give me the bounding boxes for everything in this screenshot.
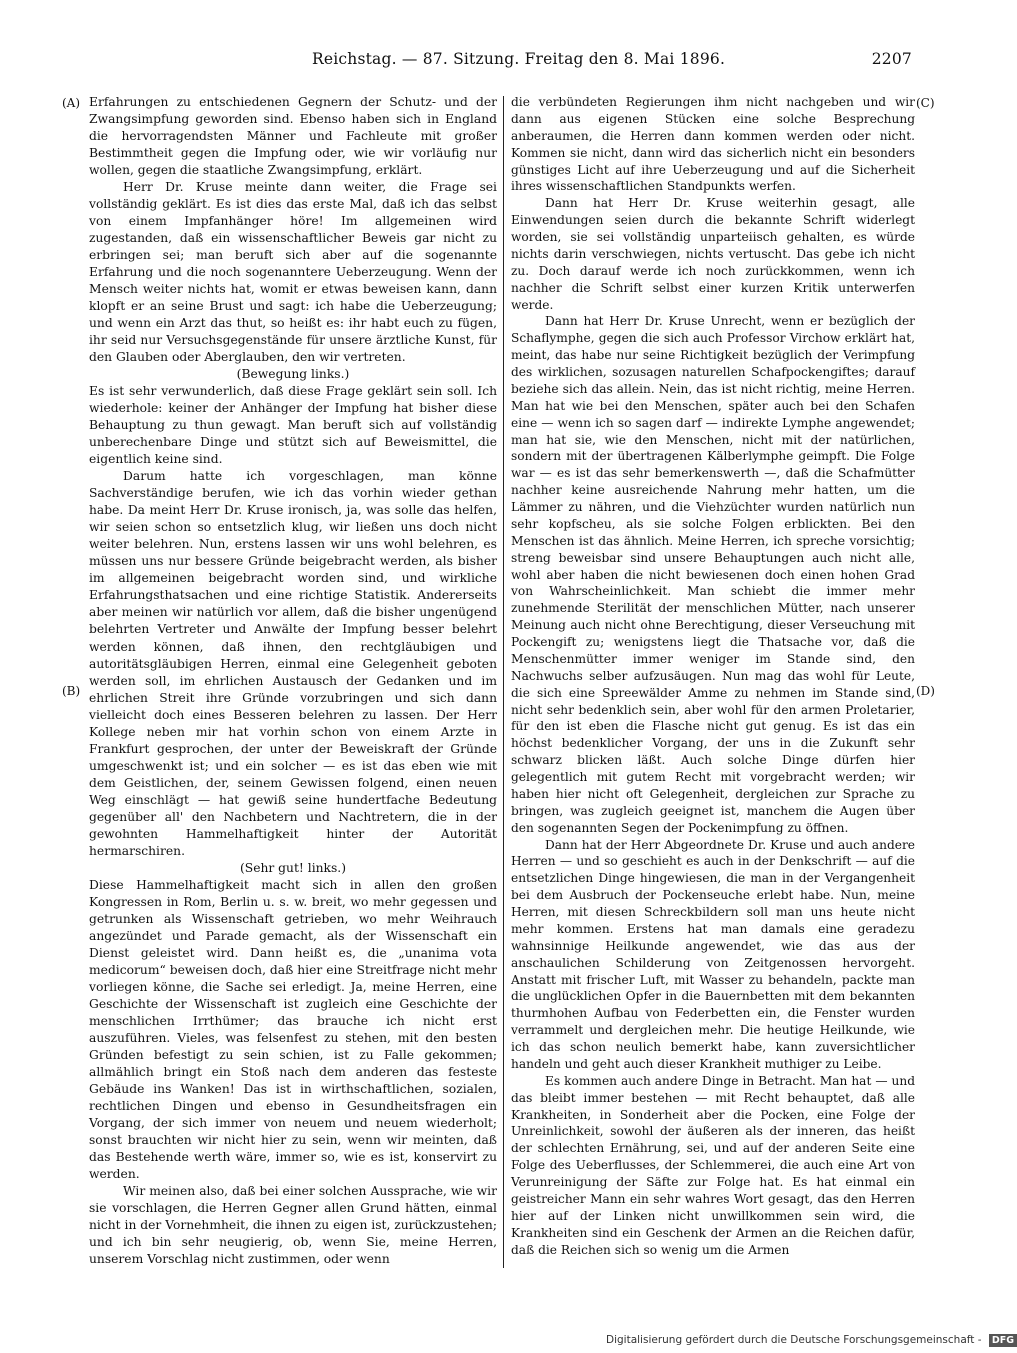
paragraph: Dann hat Herr Dr. Kruse weiterhin gesagt, alle Einwendungen seien durch die bekannte Schrift widerlegt worden, sie sei vollständig unparteiisch gehalten, es würde nichts darin verschwiegen, nichts vertuscht. Das gebe ich nicht zu. Doch darauf werde ich noch zurückkommen, wenn ich nachher die Schrift selbst einer kurzen Kritik unterwerfen werde.: [511, 196, 915, 312]
paragraph: Herr Dr. Kruse meinte dann weiter, die Frage sei vollständig geklärt. Es ist dies das erste Mal, daß ich das selbst von einem Impfanhänger höre! Im allgemeinen wird zugestanden, daß ein wissenschaftlicher Beweis gar nicht zu erbringen sei; man beruft sich aber auf die sogenannte Erfahrung und die noch sogenanntere Ueberzeugung. Wenn der Mensch weiter nichts hat, womit er etwas beweisen kann, dann klopft er an seine Brust und sagt: ich habe die Ueberzeugung; und wenn ein Arzt das thut, so heißt es: ihr habt euch zu fügen, ihr seid nur Versuchsgegenstände für unsere ärztliche Kunst, für den Glauben oder Aberglauben, den wir vertreten.: [89, 180, 497, 365]
paragraph: Dann hat der Herr Abgeordnete Dr. Kruse und auch andere Herren — und so geschieht es auch in der Denkschrift — auf die entsetzlichen Dinge hingewiesen, die man in der Vergangenheit bei dem Ausbruch der Pockenseuche erlebt habe. Nun, meine Herren, mit diesen Schreckbildern soll man uns heute nicht mehr kommen. Erstens hat man damals eine geradezu wahnsinnige Heilkunde angewendet, wie das aus der anschaulichen Schilderung von Zeitgenossen hervorgeht. Anstatt mit frischer Luft, mit Wasser zu behandeln, packte man die unglücklichen Opfer in die Bauernbetten mit dem bekannten thurmhohen Aufbau von Federbetten ein, die Fenster wurden verrammelt und dergleichen mehr. Die heutige Heilkunde, wie ich das schon neulich bemerkt habe, kann zuversichtlicher handeln und geht auch dieser Krankheit muthiger zu Leibe.: [511, 837, 915, 1071]
running-header: [90, 50, 912, 72]
interjection: (Sehr gut! links.): [239, 860, 347, 875]
paragraph: Es ist sehr verwunderlich, daß diese Frage geklärt sein soll. Ich wiederhole: keiner der Anhänger der Impfung hat bisher diese Behauptung zu thun gewagt. Man beruft sich auf vollständig unberechenbare Dinge und stützt sich auf Beweismittel, die eigentlich keine sind.: [89, 384, 497, 467]
dfg-logo: DFG: [989, 1334, 1017, 1347]
left-column: [89, 94, 497, 1270]
column-divider: [503, 96, 504, 1268]
margin-mark-c: (C): [916, 96, 935, 110]
paragraph: Es kommen auch andere Dinge in Betracht. Man hat — und das bleibt immer bestehen — mit Recht behauptet, daß alle Krankheiten, in Sonderheit aber die Pocken, eine Folge der Unreinlichkeit, sowohl der äußeren als der inneren, das heißt der schlechten Ernährung, sei, und auf der anderen Seite eine Folge des Ueberflusses, der Schlemmerei, die auch eine Art von Verunreinigung der Säfte zur Folge hat. Es hat einmal ein geistreicher Mann ein sehr wahres Wort gesagt, das den Herren hier auf der Linken nicht unwillkommen sein wird, die Krankheiten sind ein Geschenk der Armen an die Reichen dafür, daß die Reichen sich so wenig um die Armen: [511, 1073, 915, 1257]
margin-mark-a: (A): [62, 96, 81, 110]
footer-credit: [606, 1334, 1017, 1350]
footer-text: Digitalisierung gefördert durch die Deutsche Forschungsgemeinschaft -: [606, 1334, 982, 1346]
paragraph: Dann hat Herr Dr. Kruse Unrecht, wenn er bezüglich der Schaflymphe, gegen die sich auch Professor Virchow erklärt hat, meint, das habe nur seine Richtigkeit bezüglich der Verimpfung des wirklichen, sozusagen naturellen Schafpockengiftes; darauf beziehe sich das allein. Nein, das ist nicht richtig, meine Herren. Man hat wie bei den Menschen, später auch bei den Schafen eine — wenn ich so sagen darf — indirekte Lymphe angewendet; man hat sie, wie den Menschen, nicht mit der natürlichen, sondern mit der übertragenen Kälberlymphe geimpft. Die Folge war — es ist das sehr bemerkenswerth —, daß die Schafmütter nachher keine ausreichende Nahrung mehr hatten, um die Lämmer zu nähren, und die Viehzüchter wurden natürlich nun sehr kopfscheu, als sie solche Folgen erblickten. Bei den Menschen ist das ähnlich. Meine Herren, ich spreche vorsichtig; streng beweisbar sind unsere Behauptungen auch nicht alle, wohl aber haben die nicht bewiesenen doch einen hohen Grad von Wahrscheinlichkeit. Man schiebt die immer mehr zunehmende Sterilität der menschlichen Mütter, nach unserer Meinung auch nicht ohne Berechtigung, dieser Verseuchung mit Pockengift zu; wenigstens liegt die Thatsache vor, daß die Menschenmütter immer weniger im Stande sind, den Nachwuchs selber aufzusäugen. Nun mag das wohl für Leute, die sich eine Spreewälder Amme zu nehmen im Stande sind, nicht sehr bedenklich sein, aber wohl für den armen Proletarier, für den ist eben die Flasche nicht gut genug. Es ist das ein höchst bedenklicher Vorgang, der uns in die Zukunft sehr schwarz blicken läßt. Auch solche Dinge dürfen hier gelegentlich mit gutem Recht mit vorgebracht werden; wir haben hier nicht oft Gelegenheit, dergleichen zur Sprache zu bringen, was zugleich geeignet ist, manchem die Augen über den sogenannten Segen der Pockenimpfung zu öffnen.: [511, 314, 915, 835]
header-title: Reichstag. — 87. Sitzung. Freitag den 8. Mai 1896.: [312, 50, 726, 68]
interjection: (Bewegung links.): [236, 367, 350, 382]
paragraph: die verbündeten Regierungen ihm nicht nachgeben und wir dann aus eigenen Stücken eine solche Besprechung anberaumen, die Herren dann kommen werden oder nicht. Kommen sie nicht, dann wird das sicherlich nicht ein besonders günstiges Licht auf ihre Ueberzeugung und auf die Sicherheit ihres wissenschaftlichen Standpunkts werfen.: [511, 95, 915, 194]
paragraph: Diese Hammelhaftigkeit macht sich in allen den großen Kongressen in Rom, Berlin u. s. w. breit, wo mehr gegessen und getrunken als Wissenschaft getrieben, wo mehr Weihrauch angezündet und Parade gemacht, als der Wissenschaft ein Dienst geleistet wird. Dann heißt es, die „unanima vota medicorum“ beweisen doch, daß hier eine Streitfrage nicht mehr vorliegen könne, die Sache sei erledigt. Ja, meine Herren, eine Geschichte der Wissenschaft ist zugleich eine Geschichte der menschlichen Irrthümer; das brauche ich nicht erst auszuführen. Vieles, was felsenfest zu stehen, mit den besten Gründen befestigt zu sein schien, ist zu Falle gekommen; allmählich bringt ein Stoß nach dem anderen das festeste Gebäude ins Wanken! Das ist in wirthschaftlichen, sozialen, rechtlichen Dingen und ebenso in Gesundheitsfragen ein Vorgang, der sich immer von neuem und neuem wiederholt; sonst brauchten wir nicht hier zu sein, wenn wir meinten, daß das Bestehende werth wäre, immer so, wie es ist, konservirt zu werden.: [89, 877, 497, 1181]
paragraph: Wir meinen also, daß bei einer solchen Aussprache, wie wir sie vorschlagen, die Herren Gegner allen Grund hätten, einmal nicht in der Vornehmheit, die ihnen zu eigen ist, zurückzustehen; und ich bin sehr neugierig, ob, wenn Sie, meine Herren, unserem Vorschlag nicht zustimmen, oder wenn: [89, 1184, 497, 1267]
page-number: 2207: [871, 50, 912, 68]
margin-mark-d: (D): [916, 684, 935, 698]
paragraph: Darum hatte ich vorgeschlagen, man könne Sachverständige berufen, wie ich das vorhin wieder gethan habe. Da meint Herr Dr. Kruse ironisch, ja, was solle das helfen, wir seien schon so entsetzlich klug, wir ließen uns doch nicht weiter belehren. Nun, erstens lassen wir uns wohl belehren, es müssen uns nur bessere Gründe beigebracht werden, als bisher im allgemeinen beigebracht worden sind, und wirkliche Erfahrungsthatsachen und eine richtige Statistik. Andererseits aber meinen wir natürlich vor allem, daß die bisher ungenügend belehrten Vertreter und Anwälte der Impfung besser belehrt werden können, daß ihnen, den rechtgläubigen und autoritätsgläubigen Herren, einmal eine Gelegenheit geboten werden soll, im ehrlichen Austausch der Gedanken und im ehrlichen Streit ihre Gründe vorzubringen und sich dann vielleicht doch eines Besseren belehren zu lassen. Der Herr Kollege neben mir hat vorhin schon von einem Arzte in Frankfurt gesprochen, der unter der Beweiskraft der Gründe umgeschwenkt ist; und ein solcher — es ist das eben wie mit dem Geistlichen, der, seinem Gewissen folgend, einen neuen Weg einschlägt — hat gewiß seine hundertfache Bedeutung gegenüber all' den Nachbetern und Nachtretern, die in der gewohnten Hammelhaftigkeit hinter der Autorität hermarschiren.: [89, 469, 497, 858]
margin-mark-b: (B): [62, 684, 81, 698]
paragraph: Erfahrungen zu entschiedenen Gegnern der Schutz- und der Zwangsimpfung geworden sind. Ebenso haben sich in England die hervorragendsten Männer und Fachleute mit großer Bestimmtheit gegen die Impfung oder, wie wir vorläufig nur wollen, gegen die staatliche Zwangsimpfung, erklärt.: [89, 95, 497, 178]
right-column: [511, 94, 915, 1270]
